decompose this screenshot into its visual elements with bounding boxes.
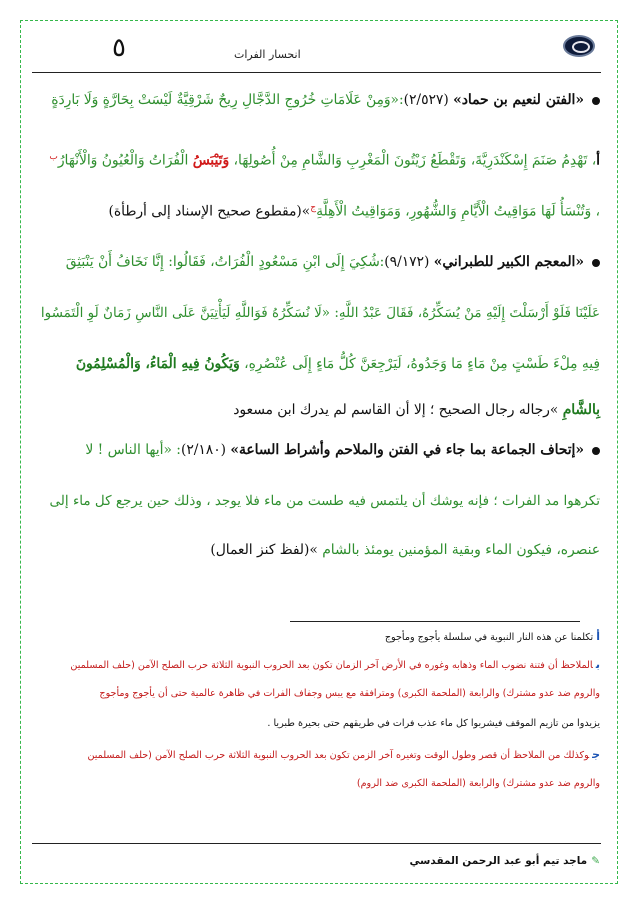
footnote-b-line2: والروم ضد عدو مشترك) والرابعة (الملحمة الكبرى) ومترافقة مع يبس وجفاف الفرات في ظاهرة عالمية حتى أن يأجوج ومأجوج (99, 688, 600, 699)
s3-line1 (40, 442, 600, 458)
source-title: «المعجم الكبير للطبراني» (433, 254, 584, 270)
footnote-mark: ج (310, 203, 317, 213)
hadith-text: ، تَهْدِمُ صَنَمَ إِسْكَنْدَرِيَّةَ، وَتَقْطَعُ زَيْتُونَ الْمَغْرِبِ وَالشَّامِ مِنْ أُصُولِهَا، (233, 152, 597, 169)
s2-line4 (40, 402, 600, 418)
source-title: «إتحاف الجماعة بما جاء في الفتن والملاحم وأشراط الساعة» (230, 442, 584, 458)
footnote-mark: ب (595, 658, 600, 671)
emphasis-text: وَيَكُونُ فِيهِ الْمَاءُ، وَالْمُسْلِمُونَ (75, 356, 240, 372)
footer-rule (32, 843, 601, 844)
footnote-a (40, 630, 600, 643)
hadith-text: الْفُرَاتُ وَالْعُيُونُ وَالْأَنْهَارُ (57, 152, 189, 169)
s3-line3 (40, 542, 600, 558)
hadith-text: عنصره، فيكون الماء وبقية المؤمنين يومئذ بالشام (322, 542, 600, 558)
s2-line3 (40, 356, 600, 372)
grading-note: »(لفظ كنز العمال) (210, 542, 318, 558)
hadith-text: :شُكِيَ إِلَى ابْنِ مَسْعُودٍ الْفُرَاتُ، فَقَالُوا: إِنَّا نَخَافُ أَنْ يَنْبَثِقَ (65, 254, 385, 270)
logo-icon (563, 35, 595, 57)
source-title: «الفتن لنعيم بن حماد» (453, 92, 584, 108)
header-rule (32, 72, 601, 73)
author-signature (0, 855, 600, 867)
bullet-icon (592, 97, 600, 105)
author-name: ماجد تيم أبو عبد الرحمن المقدسي (409, 855, 588, 867)
pen-icon: ✎ (591, 855, 600, 867)
bullet-icon (592, 447, 600, 455)
footnote-rule (290, 621, 580, 622)
footnote-c (40, 748, 600, 761)
highlight-word: وَتَيْبَسُ (192, 152, 230, 169)
footnote-text: وكذلك من الملاحظ أن قصر وطول الوقت وتغيره آخر الزمن تكون بعد الحروب النبوية الثلاثة حرب الصلح الآمن (حلف المسلمين (87, 750, 590, 761)
running-title: انحسار الفرات (234, 48, 301, 61)
source-ref: (٢/٥٢٧) (403, 92, 449, 108)
bullet-icon (592, 259, 600, 267)
s2-line2: عَلَيْنَا فَلَوْ أَرْسَلْتَ إِلَيْهِ مَنْ يُسَكِّرُهُ، فَقَالَ عَبْدُ اللَّهِ: «لَا نُسَكِّرُهُ فَوَاللَّهِ لَيَأْتِيَنَّ عَلَى النَّاسِ زَمَانٌ لَوِ الْتَمَسُوا (40, 305, 600, 321)
source-ref: (٩/١٧٢) (384, 254, 430, 270)
hadith-text: فِيهِ مِلْءَ طَسْتٍ مِنْ مَاءٍ مَا وَجَدُوهُ، لَيَرْجِعَنَّ كُلُّ مَاءٍ إِلَى عُنْصُرِهِ، (244, 356, 600, 372)
footnote-b-line3: يزيدوا من تازيم الموقف فيشربوا كل ماء عذب فرات في طريقهم حتى بحيرة طبريا . (267, 718, 600, 729)
footnote-c-line2: والروم ضد عدو مشترك) والرابعة (الملحمة الكبرى ضد الروم) (356, 778, 600, 789)
hadith-text: : «أيها الناس ! لا (85, 442, 181, 458)
emphasis-text: بِالشَّامِ (562, 402, 600, 418)
s1-line3 (40, 203, 600, 220)
hadith-text: ، وَتُنْسَأُ لَهَا مَوَاقِيتُ الْأَيَّامِ وَالشُّهُورِ، وَمَوَاقِيتُ الْأَهِلَّةِ (316, 203, 600, 220)
footnote-text: الملاحظ أن فتنة نضوب الماء وذهابه وغوره في الأرض آخر الزمان تكون بعد الحروب النبوية الثلاثة حرب الصلح الآمن (حلف المسلمين (70, 660, 593, 671)
grading-note: »(مقطوع صحيح الإسناد إلى أرطأة) (108, 203, 311, 220)
footnote-text: تكلمنا عن هذه النار النبوية في سلسلة يأجوج ومأجوج (384, 632, 594, 643)
footnote-mark: ب (49, 152, 58, 162)
s3-line2: تكرهوا مد الفرات ؛ فإنه يوشك أن يلتمس فيه طست من ماء فلا يوجد ، وذلك حين يرجع كل ماء إلى (49, 493, 600, 509)
s1-line1 (40, 92, 600, 108)
footnote-b (40, 658, 600, 671)
footnote-mark: ج (592, 748, 600, 761)
s2-line1 (40, 254, 600, 270)
hadith-text: :«وَمِنْ عَلَامَاتِ خُرُوجِ الدَّجَّالِ رِيحٌ شَرْقِيَّةٌ لَيْسَتْ بِحَارَّةٍ وَلَا بَارِدَةٍ (51, 92, 404, 108)
page-number: ٥ (112, 33, 126, 63)
s1-line2 (40, 152, 600, 169)
footnote-mark: أ (596, 630, 600, 643)
footnote-mark: أ (596, 152, 600, 169)
source-ref: (٢/١٨٠) (180, 442, 227, 458)
grading-note: »رجاله رجال الصحيح ؛ إلا أن القاسم لم يدرك ابن مسعود (233, 402, 559, 418)
